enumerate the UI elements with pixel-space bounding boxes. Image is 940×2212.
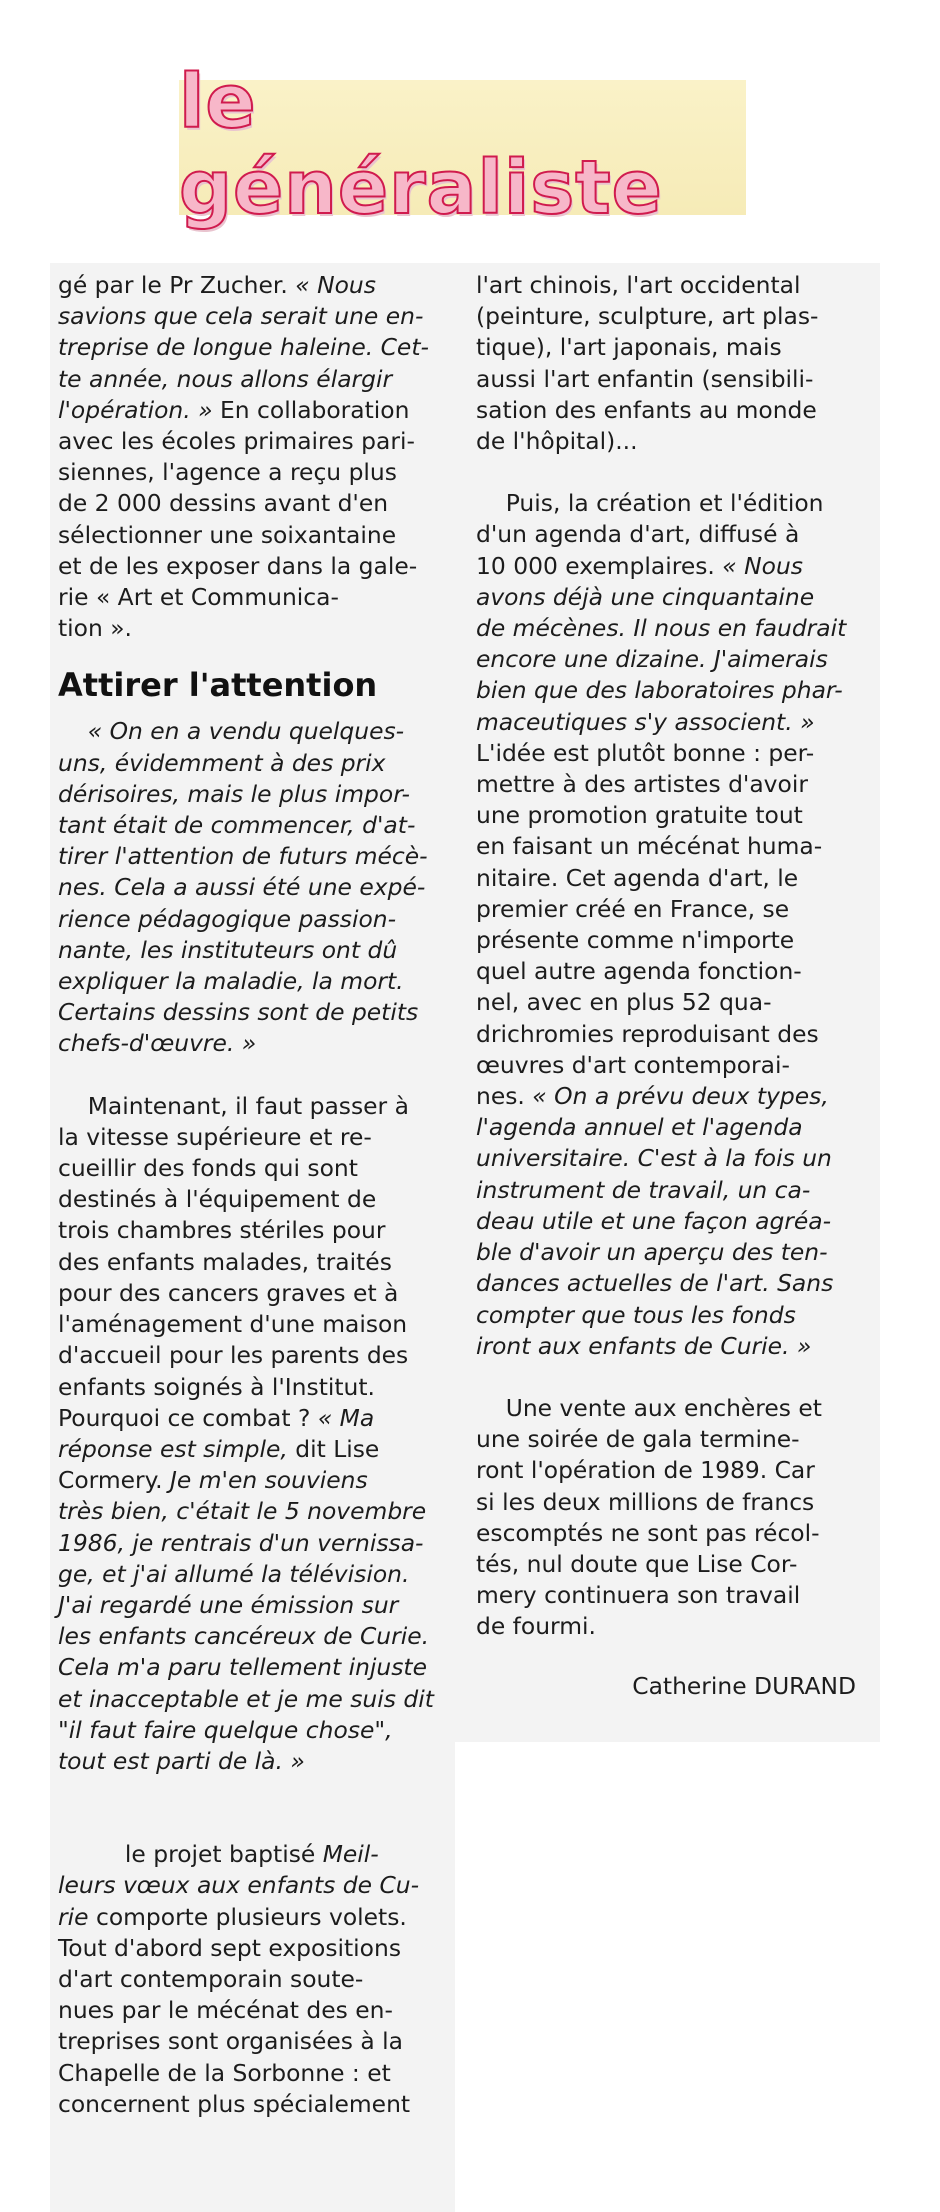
text-line — [58, 1870, 438, 1901]
italic-quote-text: les enfants cancéreux de Curie. — [58, 1622, 430, 1651]
text-line — [476, 1019, 856, 1050]
body-text: 10 000 exemplaires. — [476, 551, 723, 580]
text-line — [476, 301, 856, 332]
text-line — [58, 1933, 438, 1964]
body-text: gé par le Pr Zucher. — [58, 271, 296, 299]
body-text: drichromies reproduisant des — [476, 1019, 819, 1048]
body-text: une soirée de gala termine- — [476, 1425, 800, 1454]
body-text: d'un agenda d'art, diffusé à — [476, 520, 800, 549]
italic-quote-text: uns, évidemment à des prix — [58, 748, 386, 777]
text-line — [476, 769, 856, 800]
text-line — [58, 1278, 438, 1309]
body-text: dit Lise — [295, 1434, 380, 1463]
text-line — [476, 1518, 856, 1549]
text-line — [58, 810, 438, 841]
body-text: tique), l'art japonais, mais — [476, 333, 782, 362]
text-line — [58, 1528, 438, 1559]
text-line — [58, 2058, 438, 2089]
italic-quote-text: "il faut faire quelque chose", — [58, 1715, 393, 1744]
text-line — [476, 925, 856, 956]
body-text: tion ». — [58, 614, 132, 643]
body-text: trois chambres stériles pour — [58, 1216, 386, 1245]
italic-quote-text: 1986, je rentrais d'un vernissa- — [58, 1528, 424, 1557]
body-text: en faisant un mécénat huma- — [476, 832, 823, 861]
body-text: tés, nul doute que Lise Cor- — [476, 1549, 798, 1578]
text-line — [476, 894, 856, 925]
paragraph-gap — [58, 1808, 438, 1839]
text-line — [58, 1153, 438, 1184]
text-line — [58, 1403, 438, 1434]
italic-quote-text: tirer l'attention de futurs mécè- — [58, 842, 428, 871]
body-text: Tout d'abord sept expositions — [58, 1933, 401, 1962]
text-line — [58, 364, 438, 395]
text-line — [58, 841, 438, 872]
text-line — [476, 426, 856, 457]
text-line — [58, 301, 438, 332]
text-line — [476, 1331, 856, 1362]
body-text: destinés à l'équipement de — [58, 1185, 377, 1214]
italic-quote-text: deau utile et une façon agréa- — [476, 1206, 832, 1235]
text-line — [58, 395, 438, 426]
body-text: mettre à des artistes d'avoir — [476, 770, 808, 799]
italic-quote-text: avons déjà une cinquantaine — [476, 582, 815, 611]
text-line — [58, 2089, 438, 2120]
text-line — [58, 1496, 438, 1527]
text-line — [58, 1215, 438, 1246]
text-line — [58, 1247, 438, 1278]
body-text: mery continuera son travail — [476, 1581, 801, 1610]
italic-quote-text: ble d'avoir un aperçu des ten- — [476, 1238, 828, 1267]
text-line — [58, 716, 438, 747]
italic-quote-text: « Ma — [317, 1403, 375, 1432]
text-line — [58, 997, 438, 1028]
italic-quote-text: Certains dessins sont de petits — [58, 998, 419, 1027]
body-text: aussi l'art enfantin (sensibili- — [476, 364, 814, 393]
text-line — [58, 2026, 438, 2057]
text-line — [58, 457, 438, 488]
italic-quote-text: Je m'en souviens — [170, 1466, 368, 1495]
italic-quote-text: l'agenda annuel et l'agenda — [476, 1113, 803, 1142]
text-line — [476, 800, 856, 831]
body-text: Cormery. — [58, 1466, 171, 1495]
body-text: escomptés ne sont pas récol- — [476, 1518, 820, 1547]
italic-quote-text: l'opération. » — [58, 395, 220, 424]
text-line — [476, 1175, 856, 1206]
italic-quote-text: treprise de longue haleine. Cet- — [58, 333, 429, 362]
article-left-column — [58, 270, 438, 2120]
text-line — [58, 966, 438, 997]
body-text: pour des cancers graves et à — [58, 1278, 399, 1307]
body-text: nitaire. Cet agenda d'art, le — [476, 863, 799, 892]
body-text: nel, avec en plus 52 qua- — [476, 988, 772, 1017]
text-line — [476, 395, 856, 426]
body-text: d'accueil pour les parents des — [58, 1341, 409, 1370]
text-line — [476, 644, 856, 675]
text-line — [58, 1652, 438, 1683]
body-text: et de les exposer dans la gale- — [58, 551, 418, 580]
body-text: de fourmi. — [476, 1612, 596, 1641]
italic-quote-text: bien que des laboratoires phar- — [476, 676, 843, 705]
text-line — [476, 987, 856, 1018]
text-line — [58, 1340, 438, 1371]
text-line — [58, 935, 438, 966]
paragraph-fundraising — [58, 1091, 438, 1777]
text-line — [476, 1487, 856, 1518]
text-line — [476, 364, 856, 395]
italic-quote-text: compter que tous les fonds — [476, 1300, 796, 1329]
body-text: une promotion gratuite tout — [476, 801, 803, 830]
italic-quote-text: instrument de travail, un ca- — [476, 1175, 811, 1204]
body-text: En collaboration — [219, 395, 410, 424]
text-line — [58, 613, 438, 644]
body-text: premier créé en France, se — [476, 894, 790, 923]
text-line — [58, 1091, 438, 1122]
text-line — [476, 675, 856, 706]
body-text: d'art contemporain soute- — [58, 1964, 364, 1993]
text-line — [58, 426, 438, 457]
paragraph-auction — [476, 1393, 856, 1643]
paragraph-agenda — [476, 488, 856, 1362]
paragraph-project — [58, 1839, 438, 2120]
italic-quote-text: « On en a vendu quelques- — [58, 717, 405, 746]
body-text: Maintenant, il faut passer à — [58, 1091, 409, 1120]
text-line — [58, 520, 438, 551]
italic-quote-text: rience pédagogique passion- — [58, 904, 397, 933]
text-line — [58, 582, 438, 613]
italic-quote-text: Cela m'a paru tellement injuste — [58, 1653, 427, 1682]
italic-quote-text: ge, et j'ai allumé la télévision. — [58, 1559, 410, 1588]
text-line — [476, 1112, 856, 1143]
body-text: sation des enfants au monde — [476, 395, 817, 424]
paragraph-gap — [476, 1362, 856, 1393]
body-text: l'aménagement d'une maison — [58, 1310, 408, 1339]
text-line — [58, 1434, 438, 1465]
text-line — [476, 1580, 856, 1611]
text-line — [58, 1559, 438, 1590]
body-text: ront l'opération de 1989. Car — [476, 1456, 815, 1485]
text-line — [58, 1902, 438, 1933]
italic-quote-text: expliquer la maladie, la mort. — [58, 967, 404, 996]
paragraph-gap — [476, 457, 856, 488]
text-line — [476, 551, 856, 582]
masthead-title: le généraliste — [179, 58, 663, 231]
text-line — [476, 1393, 856, 1424]
body-text: quel autre agenda fonction- — [476, 957, 802, 986]
text-line — [476, 738, 856, 769]
text-line — [58, 1465, 438, 1496]
italic-quote-text: encore une dizaine. J'aimerais — [476, 645, 828, 674]
body-text: le projet baptisé — [58, 1840, 323, 1869]
paragraph-intro — [58, 270, 438, 644]
text-line — [58, 270, 438, 301]
text-line — [476, 1143, 856, 1174]
article-right-column — [476, 270, 856, 1702]
text-line — [58, 1184, 438, 1215]
text-line — [476, 863, 856, 894]
body-text: rie « Art et Communica- — [58, 583, 339, 612]
text-line — [58, 551, 438, 582]
text-line — [58, 779, 438, 810]
italic-quote-text: iront aux enfants de Curie. » — [476, 1331, 812, 1360]
text-line — [476, 519, 856, 550]
text-line — [476, 1611, 856, 1642]
italic-quote-text: tout est parti de là. » — [58, 1746, 305, 1775]
italic-quote-text: te année, nous allons élargir — [58, 364, 393, 393]
body-text: Puis, la création et l'édition — [476, 489, 824, 518]
italic-quote-text: « Nous — [722, 551, 803, 580]
masthead-logo — [179, 58, 746, 231]
italic-quote-text: leurs vœux aux enfants de Cu- — [58, 1871, 420, 1900]
text-line — [476, 1300, 856, 1331]
text-line — [476, 956, 856, 987]
body-text: concernent plus spécialement — [58, 2089, 411, 2118]
italic-quote-text: « Nous — [295, 271, 376, 299]
body-text: nues par le mécénat des en- — [58, 1996, 393, 2025]
body-text: comporte plusieurs volets. — [95, 1902, 407, 1931]
body-text: Une vente aux enchères et — [476, 1393, 822, 1422]
text-line — [58, 488, 438, 519]
italic-quote-text: réponse est simple, — [58, 1434, 296, 1463]
text-line — [476, 613, 856, 644]
text-line — [58, 1715, 438, 1746]
text-line — [476, 707, 856, 738]
author-signature: Catherine DURAND — [632, 1671, 856, 1700]
italic-quote-text: Meil- — [322, 1840, 379, 1869]
text-line — [58, 1684, 438, 1715]
text-line — [476, 270, 856, 301]
body-text: sélectionner une soixantaine — [58, 520, 397, 549]
italic-quote-text: maceutiques s'y associent. » — [476, 707, 815, 736]
text-line — [58, 332, 438, 363]
text-line — [58, 904, 438, 935]
text-line — [58, 1995, 438, 2026]
italic-quote-text: « On a prévu deux types, — [532, 1082, 829, 1111]
text-line — [476, 1206, 856, 1237]
text-line — [476, 1424, 856, 1455]
text-line — [58, 1309, 438, 1340]
italic-quote-text: universitaire. C'est à la fois un — [476, 1144, 832, 1173]
paragraph-gap — [58, 1777, 438, 1808]
italic-quote-text: très bien, c'était le 5 novembre — [58, 1497, 427, 1526]
text-line — [58, 1372, 438, 1403]
body-text: si les deux millions de francs — [476, 1487, 815, 1516]
body-text: treprises sont organisées à la — [58, 2027, 403, 2056]
italic-quote-text: de mécènes. Il nous en faudrait — [476, 614, 847, 643]
text-line — [58, 1122, 438, 1153]
body-text: (peinture, sculpture, art plas- — [476, 302, 819, 331]
text-line — [476, 831, 856, 862]
text-line — [58, 748, 438, 779]
text-line — [476, 1455, 856, 1486]
body-text: de l'hôpital)... — [476, 427, 638, 456]
text-line — [476, 582, 856, 613]
italic-quote-text: et inacceptable et je me suis dit — [58, 1684, 434, 1713]
body-text: la vitesse supérieure et re- — [58, 1122, 372, 1151]
body-text: nes. — [476, 1082, 533, 1111]
body-text: œuvres d'art contemporai- — [476, 1050, 790, 1079]
body-text: siennes, l'agence a reçu plus — [58, 458, 397, 487]
body-text: présente comme n'importe — [476, 926, 795, 955]
paragraph-gap — [58, 1060, 438, 1091]
text-line — [476, 332, 856, 363]
italic-quote-text: savions que cela serait une en- — [58, 302, 424, 331]
italic-quote-text: nes. Cela a aussi été une expé- — [58, 873, 426, 902]
body-text: avec les écoles primaires pari- — [58, 427, 415, 456]
italic-quote-text: rie — [58, 1902, 96, 1931]
text-line — [476, 488, 856, 519]
body-text: Chapelle de la Sorbonne : et — [58, 2058, 391, 2087]
body-text: Pourquoi ce combat ? — [58, 1403, 318, 1432]
body-text: des enfants malades, traités — [58, 1247, 392, 1276]
text-line — [476, 1050, 856, 1081]
text-line — [58, 1621, 438, 1652]
body-text: L'idée est plutôt bonne : per- — [476, 738, 815, 767]
italic-quote-text: dances actuelles de l'art. Sans — [476, 1269, 834, 1298]
paragraph-exhibitions — [476, 270, 856, 457]
italic-quote-text: nante, les instituteurs ont dû — [58, 935, 398, 964]
text-line — [476, 1549, 856, 1580]
text-line — [58, 872, 438, 903]
body-text: l'art chinois, l'art occidental — [476, 271, 801, 299]
body-text: enfants soignés à l'Institut. — [58, 1372, 375, 1401]
text-line — [58, 1839, 438, 1870]
text-line — [476, 1268, 856, 1299]
italic-quote-text: J'ai regardé une émission sur — [58, 1590, 399, 1619]
italic-quote-text: dérisoires, mais le plus impor- — [58, 779, 410, 808]
italic-quote-text: chefs-d'œuvre. » — [58, 1029, 257, 1058]
text-line — [58, 1028, 438, 1059]
body-text: de 2 000 dessins avant d'en — [58, 489, 389, 518]
text-line — [58, 1590, 438, 1621]
text-line — [58, 1746, 438, 1777]
text-line — [476, 1237, 856, 1268]
text-line — [476, 1081, 856, 1112]
paragraph-quote — [58, 716, 438, 1059]
text-line — [58, 1964, 438, 1995]
section-heading: Attirer l'attention — [58, 666, 378, 705]
italic-quote-text: tant était de commencer, d'at- — [58, 811, 416, 840]
body-text: cueillir des fonds qui sont — [58, 1154, 358, 1183]
